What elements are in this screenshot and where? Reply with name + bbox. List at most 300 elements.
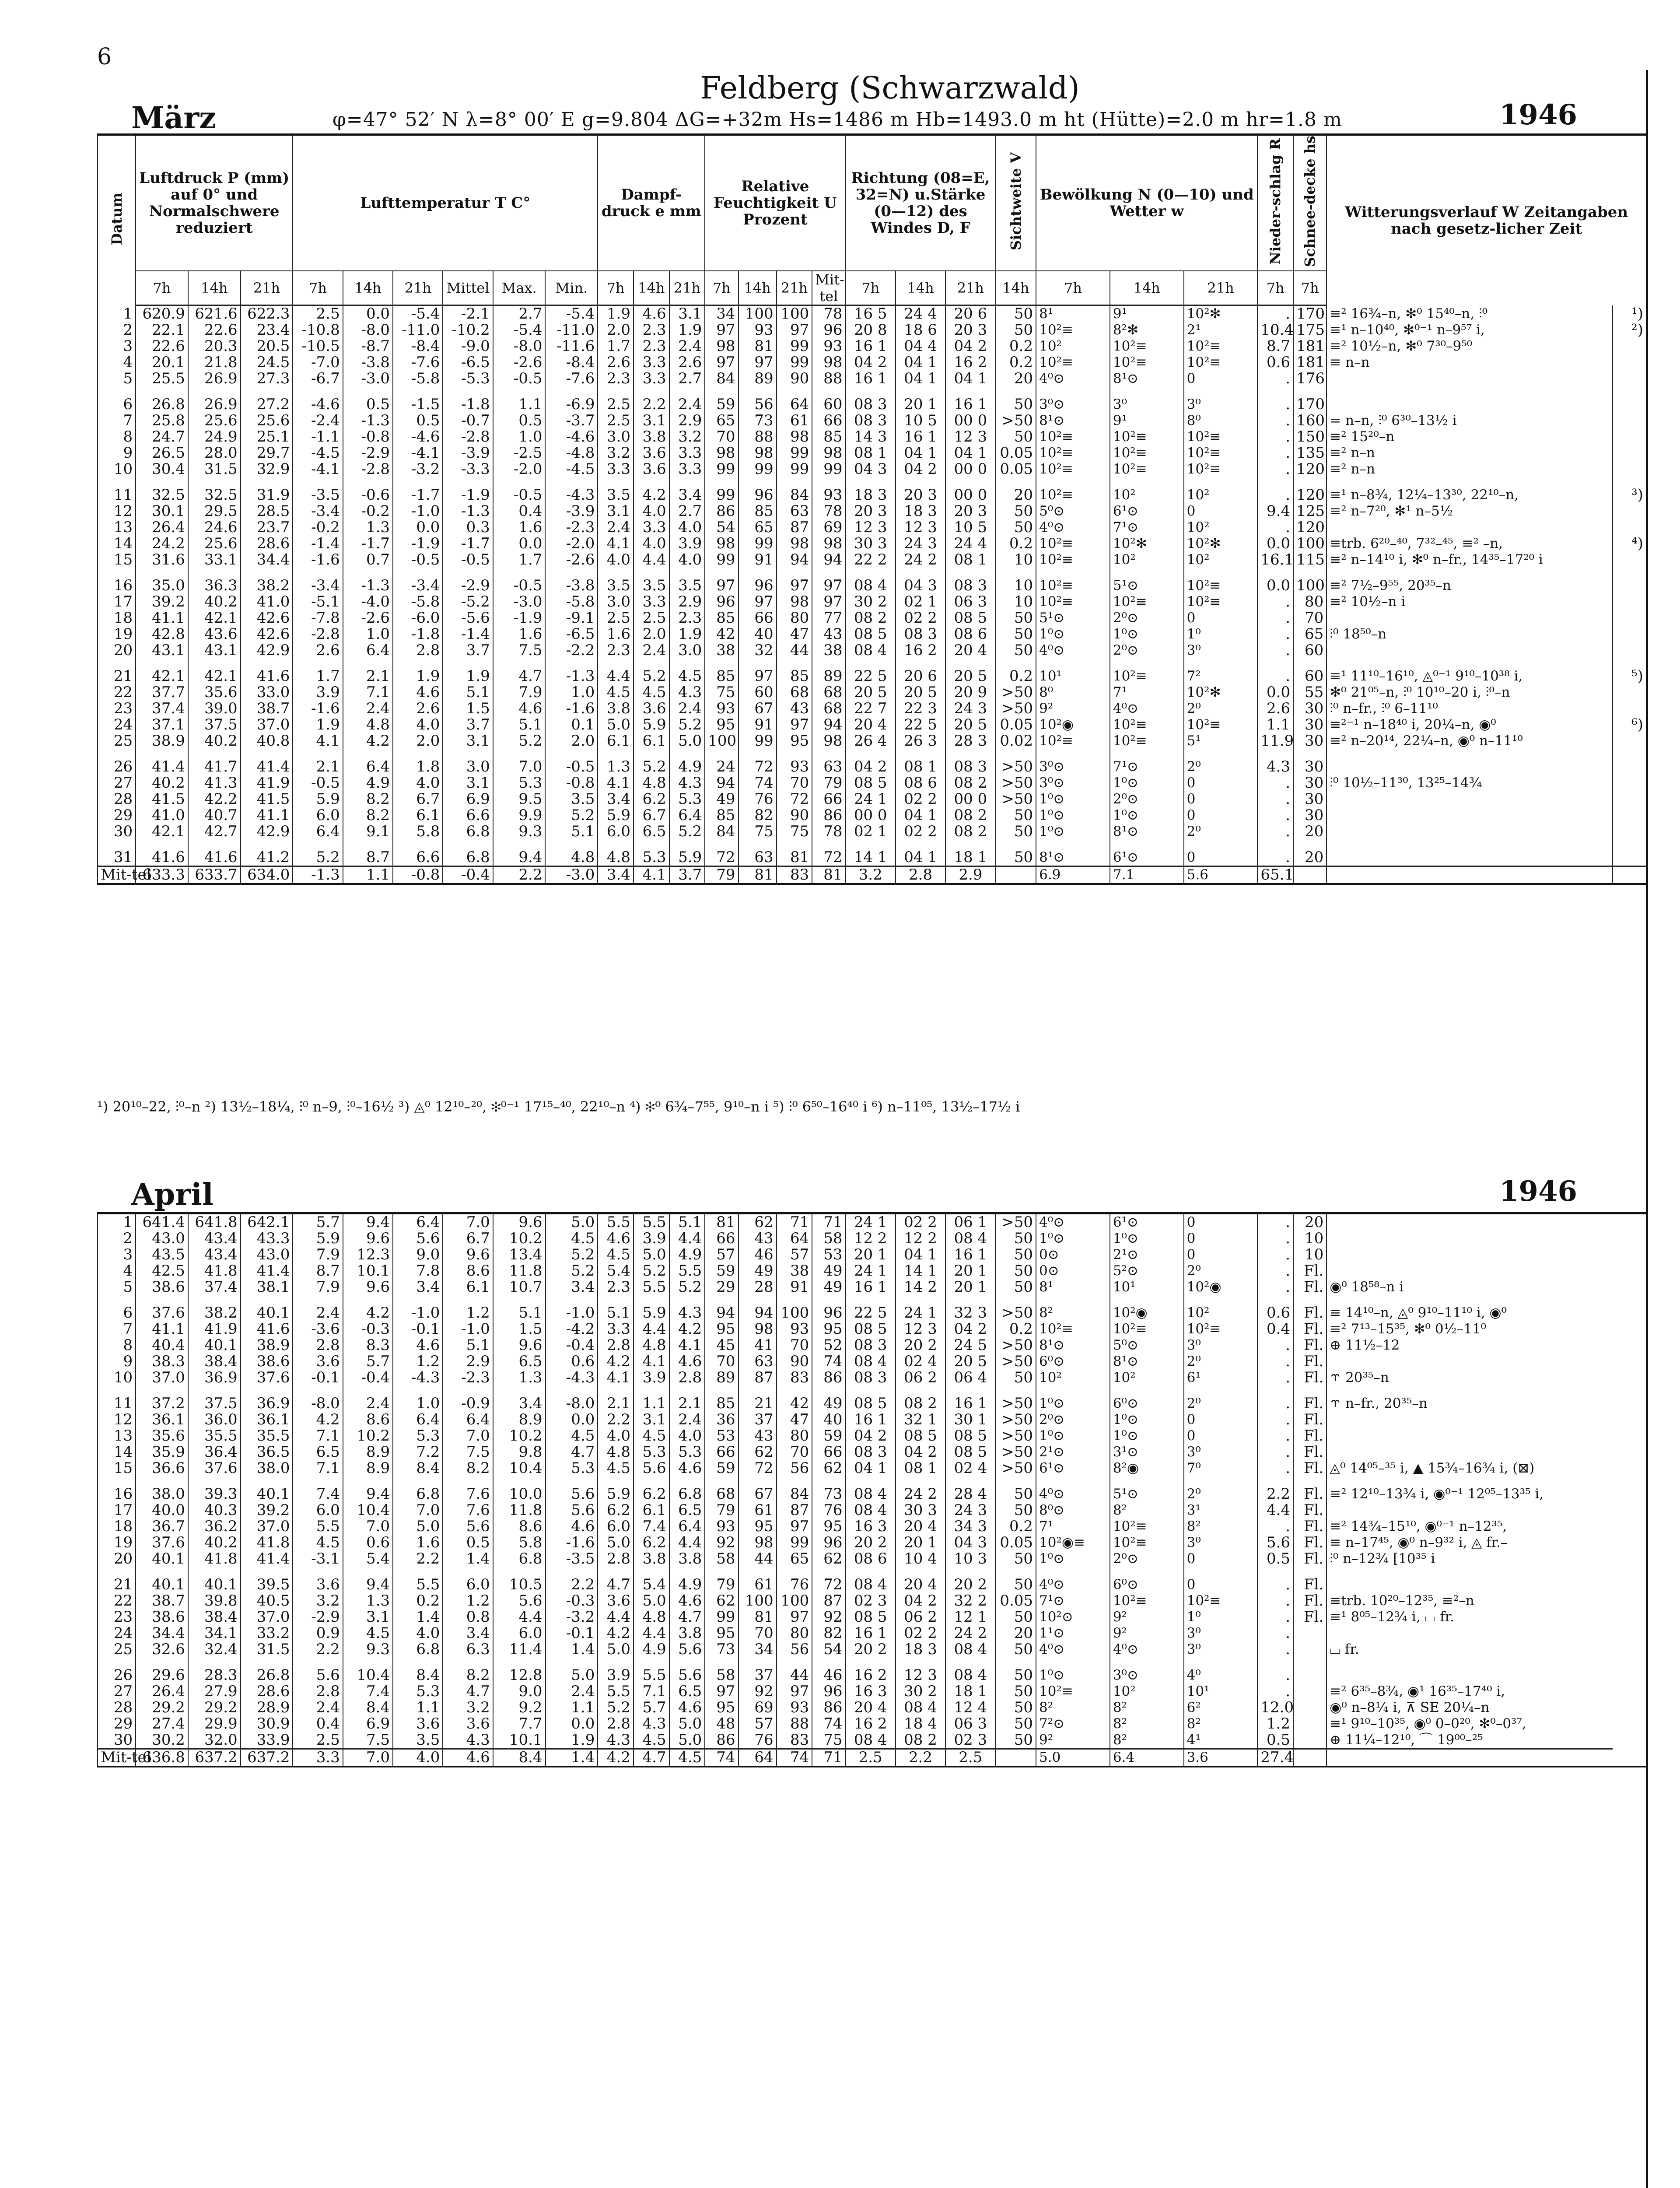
data-cell: 6.0: [293, 807, 343, 824]
data-cell: 60: [1293, 642, 1326, 659]
date-cell: 21: [98, 659, 136, 684]
data-cell: 4.8: [634, 775, 669, 791]
data-cell: 2¹⊙: [1110, 1247, 1184, 1263]
data-cell: 72: [705, 840, 738, 866]
data-cell: 4.8: [634, 1337, 669, 1353]
data-cell: 5.6: [669, 1641, 705, 1658]
data-cell: 26 3: [896, 733, 945, 749]
data-cell: 42.9: [241, 642, 293, 659]
data-cell: 43.5: [136, 1247, 188, 1263]
data-cell: 50: [996, 626, 1036, 642]
data-cell: 6.4: [343, 749, 393, 775]
subheader-h14: 14h: [896, 271, 945, 305]
subheader-h7: 7h: [705, 271, 738, 305]
data-cell: 74: [812, 1716, 845, 1732]
data-cell: 33.2: [241, 1625, 293, 1641]
subheader-h14: 14h: [996, 271, 1036, 305]
data-cell: 34.1: [188, 1625, 241, 1641]
data-cell: 642.1: [241, 1213, 293, 1231]
data-cell: 24.7: [136, 429, 188, 445]
data-cell: 5.4: [634, 1567, 669, 1593]
data-cell: 10²≡: [1110, 445, 1184, 461]
data-cell: ⫶⁰ n–fr., ⫶⁰ 6–11¹⁰: [1326, 701, 1612, 717]
data-cell: 06 3: [945, 594, 995, 610]
data-cell: .: [1257, 387, 1293, 413]
data-cell: 16 3: [846, 1518, 896, 1535]
data-cell: 2.7: [669, 371, 705, 387]
data-cell: 08 5: [846, 1609, 896, 1625]
table-row: [98, 1337, 1646, 1353]
data-cell: 2.3: [598, 371, 634, 387]
data-cell: [1293, 1641, 1326, 1658]
data-cell: -1.6: [293, 701, 343, 717]
data-cell: 3.2: [846, 866, 896, 884]
data-cell: 6.8: [393, 1641, 443, 1658]
data-cell: 28.9: [241, 1700, 293, 1716]
date-cell: 11: [98, 477, 136, 503]
data-cell: 16 3: [846, 1683, 896, 1700]
table-row: [98, 1551, 1646, 1567]
data-cell: [1613, 387, 1646, 413]
data-cell: 38.7: [136, 1593, 188, 1609]
data-cell: 2.2: [1257, 1476, 1293, 1502]
data-cell: 31.5: [241, 1641, 293, 1658]
data-cell: 6¹: [1184, 1370, 1258, 1386]
data-cell: 7¹: [1110, 684, 1184, 701]
subheader-h7: 7h: [1257, 271, 1293, 305]
date-cell: 5: [98, 371, 136, 387]
data-cell: 32.9: [241, 461, 293, 477]
data-cell: [1326, 824, 1612, 840]
data-cell: 4.7: [443, 1683, 493, 1700]
data-cell: 3.0: [598, 594, 634, 610]
data-cell: 1⁰⊙: [1110, 1231, 1184, 1247]
data-cell: .: [1257, 791, 1293, 807]
data-cell: -2.8: [343, 461, 393, 477]
data-cell: 4.8: [343, 717, 393, 733]
data-cell: 40.2: [188, 733, 241, 749]
data-cell: -2.2: [545, 642, 598, 659]
data-cell: 29.5: [188, 503, 241, 519]
data-cell: 12 3: [896, 519, 945, 536]
data-cell: ⁶): [1613, 717, 1646, 733]
data-cell: 26.4: [136, 1683, 188, 1700]
data-cell: >50: [995, 1386, 1036, 1412]
data-cell: 5⁰⊙: [1036, 503, 1110, 519]
data-cell: 2.6: [1257, 701, 1293, 717]
data-cell: 3.4: [669, 477, 705, 503]
data-cell: 2⁰⊙: [1110, 791, 1184, 807]
data-cell: 20 3: [896, 477, 945, 503]
data-cell: 40.2: [188, 1535, 241, 1551]
data-cell: .: [1257, 1263, 1293, 1279]
data-cell: 2.5: [598, 387, 634, 413]
data-cell: 10: [996, 594, 1036, 610]
table-row: [98, 1518, 1646, 1535]
data-cell: 24 5: [945, 1337, 995, 1353]
data-cell: 9¹: [1110, 413, 1184, 429]
data-cell: [1326, 840, 1612, 866]
data-cell: 5¹: [1184, 733, 1258, 749]
data-cell: 95: [777, 733, 812, 749]
data-cell: 08 3: [846, 1337, 896, 1353]
data-cell: 41: [738, 1337, 777, 1353]
data-cell: 2.8: [669, 1370, 705, 1386]
data-cell: -0.1: [393, 1321, 443, 1337]
data-cell: >50: [996, 413, 1036, 429]
data-cell: 39.5: [241, 1567, 293, 1593]
data-cell: 10²≡: [1036, 477, 1110, 503]
date-cell: 17: [98, 594, 136, 610]
data-cell: 0.2: [995, 1321, 1036, 1337]
data-cell: 30 2: [896, 1683, 945, 1700]
table-row: [98, 503, 1646, 519]
data-cell: 10.0: [493, 1476, 546, 1502]
data-cell: 39.2: [136, 594, 188, 610]
data-cell: 40.0: [136, 1502, 188, 1518]
data-cell: 39.2: [241, 1502, 293, 1518]
data-cell: 16 1: [945, 387, 995, 413]
subheader-h21: 21h: [241, 271, 293, 305]
data-cell: 21: [738, 1386, 777, 1412]
data-cell: 40.2: [136, 775, 188, 791]
data-cell: 3.8: [634, 429, 669, 445]
col-feuchtigkeit: Relative Feuchtigkeit U Prozent: [705, 135, 845, 271]
data-cell: -0.6: [343, 477, 393, 503]
data-cell: 4.0: [393, 775, 443, 791]
data-cell: 3⁰⊙: [1036, 749, 1110, 775]
date-cell: 18: [98, 1518, 136, 1535]
data-cell: 42: [705, 626, 738, 642]
data-cell: 38.3: [136, 1353, 188, 1370]
data-cell: 84: [777, 477, 812, 503]
subheader-h7: 7h: [293, 271, 343, 305]
data-cell: 38: [705, 642, 738, 659]
data-cell: 135: [1293, 445, 1326, 461]
data-cell: 58: [705, 1658, 738, 1683]
data-cell: 7.0: [343, 1749, 393, 1767]
data-cell: 10²≡: [1184, 568, 1258, 594]
data-cell: ⊕ 11½–12: [1326, 1337, 1612, 1353]
date-cell: 7: [98, 1321, 136, 1337]
data-cell: [1326, 1749, 1612, 1767]
data-cell: 5¹⊙: [1110, 568, 1184, 594]
table-row: [98, 807, 1646, 824]
data-cell: 2⁰⊙: [1110, 610, 1184, 626]
data-cell: ³): [1613, 477, 1646, 503]
data-cell: 5.9: [634, 717, 669, 733]
data-cell: 41.0: [241, 594, 293, 610]
data-cell: -2.9: [443, 568, 493, 594]
data-cell: 9.6: [343, 1231, 393, 1247]
data-cell: 95: [705, 1700, 738, 1716]
data-cell: -0.2: [343, 503, 393, 519]
station-title: Feldberg (Schwarzwald): [700, 70, 1080, 106]
data-cell: >50: [996, 749, 1036, 775]
data-cell: 3.0: [598, 429, 634, 445]
data-cell: 4.9: [634, 1641, 669, 1658]
data-cell: 96: [812, 322, 845, 338]
data-cell: 34 3: [945, 1518, 995, 1535]
data-cell: 1.9: [393, 659, 443, 684]
data-cell: 1.9: [293, 717, 343, 733]
data-cell: 2.6: [669, 354, 705, 371]
data-cell: 1⁰⊙: [1036, 1386, 1110, 1412]
data-cell: 0.2: [996, 338, 1036, 354]
subheader-h21: 21h: [777, 271, 812, 305]
data-cell: 20 5: [945, 659, 995, 684]
data-cell: 3.3: [598, 461, 634, 477]
data-cell: -4.6: [393, 429, 443, 445]
data-cell: 82: [738, 807, 777, 824]
data-cell: 27.2: [241, 387, 293, 413]
data-cell: 0.02: [996, 733, 1036, 749]
data-cell: 1.4: [546, 1749, 598, 1767]
data-cell: 3.4: [393, 1279, 443, 1295]
data-cell: 100: [738, 305, 777, 323]
data-cell: 8.2: [343, 791, 393, 807]
data-cell: 97: [738, 354, 777, 371]
data-cell: 4.0: [393, 1749, 443, 1767]
data-cell: 04 2: [945, 338, 995, 354]
data-cell: 99: [705, 477, 738, 503]
data-cell: -1.0: [546, 1295, 598, 1321]
data-cell: 60: [738, 684, 777, 701]
data-cell: ⥾ n–fr., 20³⁵–n: [1326, 1386, 1612, 1412]
data-cell: 99: [777, 1535, 812, 1551]
data-cell: Fl.: [1293, 1535, 1326, 1551]
data-cell: 5.0: [669, 1716, 705, 1732]
data-cell: 39.8: [188, 1593, 241, 1609]
data-cell: 02 2: [896, 824, 945, 840]
data-cell: ⁴): [1613, 536, 1646, 552]
data-cell: 35.6: [136, 1428, 188, 1444]
data-cell: 5.0: [546, 1213, 598, 1231]
data-cell: 10 3: [945, 1551, 995, 1567]
data-cell: 93: [777, 1321, 812, 1337]
date-cell: 26: [98, 749, 136, 775]
data-cell: 7.1: [343, 684, 393, 701]
data-cell: 5.9: [598, 1476, 634, 1502]
table-row: [98, 775, 1646, 791]
data-cell: 1.9: [669, 626, 705, 642]
data-cell: 0.0: [393, 519, 443, 536]
data-cell: 6.1: [634, 733, 669, 749]
table-row: [98, 791, 1646, 807]
data-cell: 0.4: [493, 503, 546, 519]
data-cell: 32.5: [136, 477, 188, 503]
data-cell: 40.1: [241, 1295, 293, 1321]
data-cell: 3.8: [669, 1551, 705, 1567]
data-cell: 4⁰⊙: [1036, 1213, 1110, 1231]
data-cell: 2.1: [343, 659, 393, 684]
data-cell: 35.5: [188, 1428, 241, 1444]
data-cell: 16 1: [846, 1625, 896, 1641]
data-cell: -1.0: [443, 1321, 493, 1337]
data-cell: ≡trb. 10²⁰–12³⁵, ≡²–n: [1326, 1593, 1612, 1609]
data-cell: 40.1: [188, 1337, 241, 1353]
data-cell: 2.8: [393, 642, 443, 659]
data-cell: [1326, 1353, 1612, 1370]
date-cell: 9: [98, 445, 136, 461]
data-cell: -0.8: [343, 429, 393, 445]
data-cell: -0.7: [443, 413, 493, 429]
data-cell: 11.4: [493, 1641, 546, 1658]
data-cell: 120: [1293, 461, 1326, 477]
data-cell: 181: [1293, 354, 1326, 371]
table-row: [98, 1593, 1646, 1609]
data-cell: 2¹⊙: [1036, 1444, 1110, 1460]
data-cell: 36.7: [136, 1518, 188, 1535]
data-cell: 26.5: [136, 445, 188, 461]
date-cell: 1: [98, 1213, 136, 1231]
data-cell: .: [1257, 1412, 1293, 1428]
data-cell: .: [1257, 429, 1293, 445]
data-cell: 22 7: [846, 701, 896, 717]
data-cell: 20 1: [945, 1279, 995, 1295]
date-cell: 16: [98, 1476, 136, 1502]
data-cell: 621.6: [188, 305, 241, 323]
data-cell: 1.6: [598, 626, 634, 642]
data-cell: 38.6: [241, 1353, 293, 1370]
table-row: [98, 519, 1646, 536]
date-cell: 12: [98, 1412, 136, 1428]
data-cell: 10²: [1184, 1295, 1258, 1321]
data-cell: 08 1: [896, 749, 945, 775]
data-cell: 38: [812, 642, 845, 659]
data-cell: 5.6: [634, 1460, 669, 1476]
data-cell: 62: [812, 1460, 845, 1476]
data-cell: Fl.: [1293, 1444, 1326, 1460]
data-cell: 04 1: [896, 840, 945, 866]
data-cell: 30 1: [945, 1412, 995, 1428]
data-cell: 5⁰⊙: [1110, 1337, 1184, 1353]
data-cell: 1.3: [343, 1593, 393, 1609]
date-cell: 24: [98, 1625, 136, 1641]
data-cell: -1.0: [393, 503, 443, 519]
data-cell: 4.6: [669, 1700, 705, 1716]
data-cell: 4.2: [669, 1321, 705, 1337]
data-cell: 9.2: [493, 1700, 546, 1716]
col-schneedecke: Schnee-decke hs: [1293, 135, 1326, 271]
date-cell: 13: [98, 1428, 136, 1444]
data-cell: -1.1: [293, 429, 343, 445]
data-cell: 97: [705, 354, 738, 371]
data-cell: [1613, 775, 1646, 791]
data-cell: 5.3: [546, 1460, 598, 1476]
data-cell: 43: [777, 701, 812, 717]
data-cell: 4.6: [443, 1749, 493, 1767]
data-cell: [1326, 866, 1612, 884]
page-number: 6: [97, 44, 112, 70]
data-cell: [1613, 626, 1646, 642]
data-cell: 42.1: [188, 659, 241, 684]
data-cell: 8.9: [343, 1444, 393, 1460]
data-cell: -2.5: [493, 445, 546, 461]
data-cell: 1⁰: [1184, 626, 1258, 642]
data-cell: >50: [995, 1444, 1036, 1460]
data-cell: 36.9: [241, 1386, 293, 1412]
data-cell: 2.4: [293, 1295, 343, 1321]
data-cell: 4.3: [669, 684, 705, 701]
data-cell: [1326, 610, 1612, 626]
data-cell: -0.2: [293, 519, 343, 536]
data-cell: 4.5: [598, 1460, 634, 1476]
data-cell: 4.2: [634, 477, 669, 503]
data-cell: 30.2: [136, 1732, 188, 1749]
data-cell: 115: [1293, 552, 1326, 568]
data-cell: -5.8: [393, 371, 443, 387]
data-cell: 18 3: [896, 503, 945, 519]
data-cell: >50: [995, 1428, 1036, 1444]
date-cell: 15: [98, 552, 136, 568]
data-cell: 80: [777, 1428, 812, 1444]
data-cell: 1⁰⊙: [1036, 807, 1110, 824]
data-cell: 95: [812, 1518, 845, 1535]
data-cell: 7.7: [493, 1716, 546, 1732]
data-cell: 7.5: [343, 1732, 393, 1749]
data-cell: 57: [738, 1716, 777, 1732]
data-cell: 6.8: [443, 840, 493, 866]
data-cell: -0.3: [546, 1593, 598, 1609]
data-cell: 10.5: [493, 1567, 546, 1593]
data-cell: 9²: [1036, 1732, 1110, 1749]
data-cell: 74: [705, 1749, 738, 1767]
data-cell: 6.0: [493, 1625, 546, 1641]
data-cell: 1.3: [343, 519, 393, 536]
data-cell: -1.4: [443, 626, 493, 642]
data-cell: -8.4: [393, 338, 443, 354]
data-cell: 43: [738, 1428, 777, 1444]
data-cell: 02 3: [846, 1593, 896, 1609]
data-cell: [1613, 684, 1646, 701]
data-cell: 91: [738, 552, 777, 568]
data-cell: 87: [777, 1502, 812, 1518]
data-cell: 72: [812, 1567, 845, 1593]
data-cell: 6.5: [293, 1444, 343, 1460]
date-cell: 22: [98, 1593, 136, 1609]
data-cell: 23.4: [241, 322, 293, 338]
data-cell: 170: [1293, 305, 1326, 323]
data-cell: 24 2: [896, 1476, 945, 1502]
data-cell: 12 3: [896, 1321, 945, 1337]
data-cell: 10²≡: [1036, 354, 1110, 371]
date-cell: 21: [98, 1567, 136, 1593]
data-cell: 10.2: [493, 1231, 546, 1247]
table-row: [98, 1716, 1646, 1732]
data-cell: 2.8: [598, 1551, 634, 1567]
data-cell: 08 5: [896, 1428, 945, 1444]
data-cell: 3⁰⊙: [1110, 1658, 1184, 1683]
data-cell: 9.4: [343, 1213, 393, 1231]
data-cell: 3.3: [669, 445, 705, 461]
data-cell: 5.2: [493, 733, 546, 749]
data-cell: -1.6: [293, 552, 343, 568]
data-cell: 50: [995, 1279, 1036, 1295]
data-cell: 20 3: [945, 503, 995, 519]
data-cell: 10 5: [896, 413, 945, 429]
data-cell: 3.5: [598, 568, 634, 594]
data-cell: -4.3: [545, 477, 598, 503]
data-cell: 20 5: [945, 1353, 995, 1370]
data-cell: -3.9: [545, 503, 598, 519]
data-cell: 2⁰: [1184, 701, 1258, 717]
data-cell: 44: [738, 1551, 777, 1567]
data-cell: 10²≡: [1184, 338, 1258, 354]
data-cell: 8²: [1036, 1295, 1110, 1321]
data-cell: 65: [777, 1551, 812, 1567]
data-cell: -1.9: [393, 536, 443, 552]
